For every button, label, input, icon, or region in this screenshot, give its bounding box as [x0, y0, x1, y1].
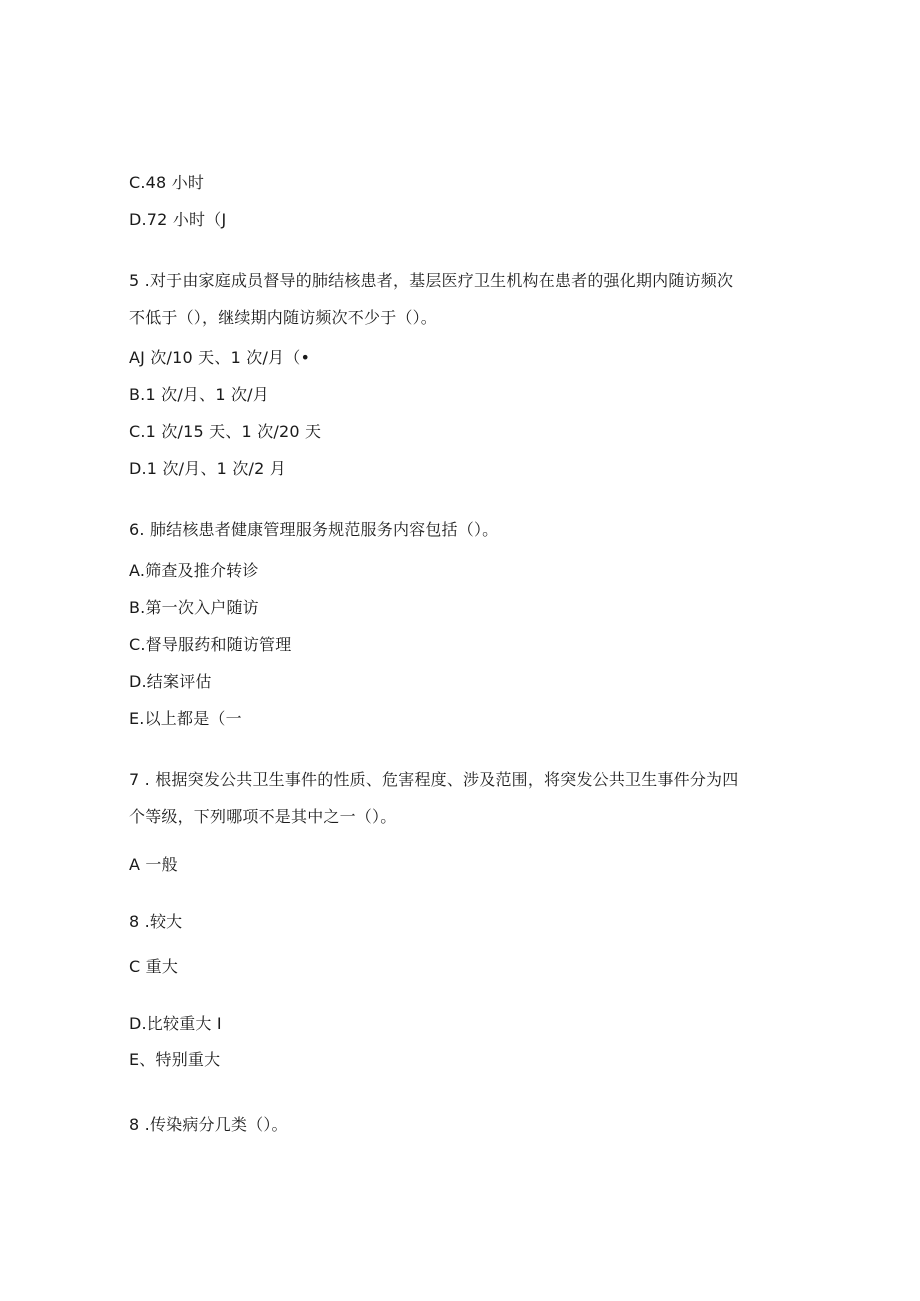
question-7-line-2: 个等级，下列哪项不是其中之一（）。	[129, 807, 397, 826]
q7-option-a: A 一般	[129, 855, 178, 874]
q6-option-a: A.筛查及推介转诊	[129, 561, 259, 580]
option-d-72-hours: D.72 小时（J	[129, 210, 227, 229]
q6-option-b: B.第一次入户随访	[129, 598, 259, 617]
q7-option-b: 8 .较大	[129, 912, 183, 931]
q7-option-c: C 重大	[129, 957, 179, 976]
q7-option-e: E、特别重大	[129, 1050, 221, 1069]
q6-option-c: C.督导服药和随访管理	[129, 635, 292, 654]
q5-option-b: B.1 次/月、1 次/月	[129, 385, 269, 404]
question-7-line-1: 7 . 根据突发公共卫生事件的性质、危害程度、涉及范围，将突发公共卫生事件分为四	[129, 770, 739, 789]
question-8: 8 .传染病分几类（）。	[129, 1115, 288, 1134]
q5-option-c: C.1 次/15 天、1 次/20 天	[129, 422, 322, 441]
question-5-line-2: 不低于（），继续期内随访频次不少于（）。	[129, 308, 438, 327]
question-5-line-1: 5 .对于由家庭成员督导的肺结核患者，基层医疗卫生机构在患者的强化期内随访频次	[129, 271, 734, 290]
q7-option-d: D.比较重大 I	[129, 1014, 222, 1033]
q5-option-a: AJ 次/10 天、1 次/月（•	[129, 348, 311, 367]
q6-option-e: E.以上都是（一	[129, 709, 242, 728]
option-c-48-hours: C.48 小时	[129, 173, 205, 192]
q5-option-d: D.1 次/月、1 次/2 月	[129, 459, 286, 478]
question-6: 6. 肺结核患者健康管理服务规范服务内容包括（）。	[129, 520, 499, 539]
q6-option-d: D.结案评估	[129, 672, 212, 691]
